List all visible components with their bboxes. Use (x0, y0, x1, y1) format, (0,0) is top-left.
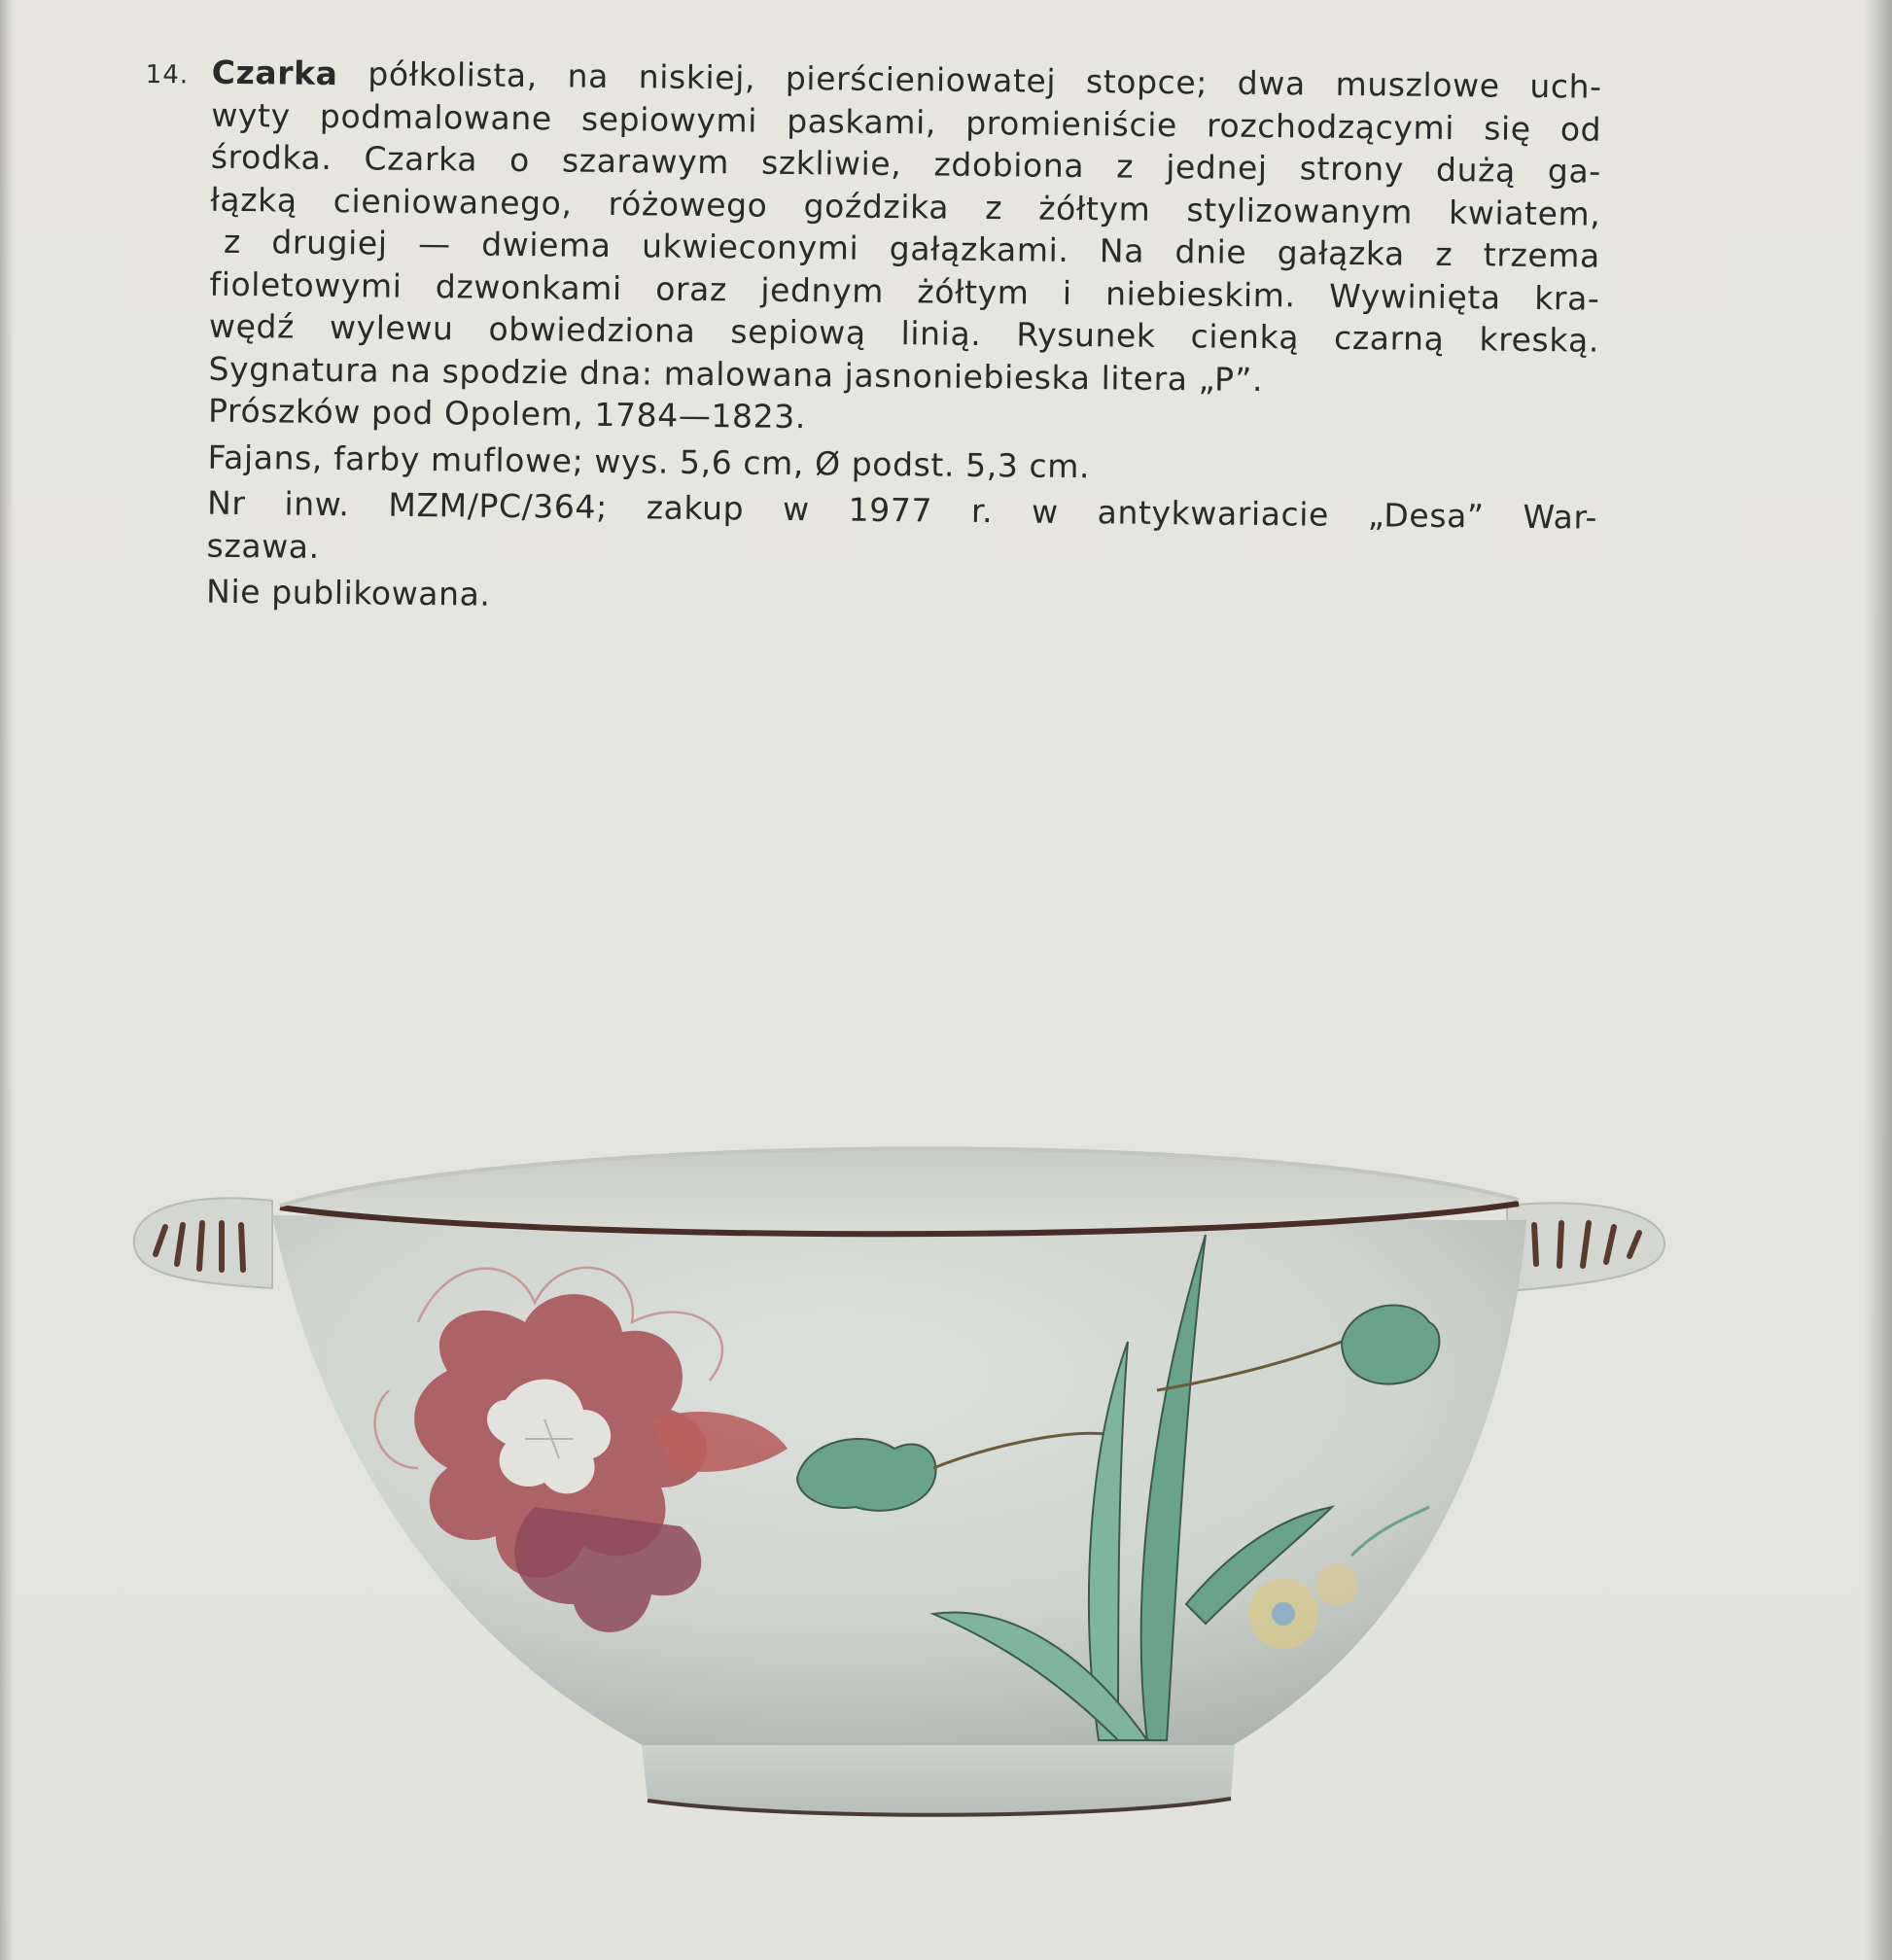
description-line: z drugiej — dwiema ukwieconymi gałązkami. Na dnie gałązka z trzema (223, 222, 1601, 275)
entry-description (206, 52, 1602, 627)
catalog-entry (140, 51, 1624, 627)
signature-line: Sygnatura na spodzie dna: malowana jasnoniebieska litera „P”. (208, 349, 1264, 399)
publication-line: Nie publikowana. (205, 572, 491, 613)
description-line: fioletowymi dzwonkami oraz jednym żółtym i niebieskim. Wywinięta kra- (209, 264, 1600, 318)
right-handle (1507, 1203, 1664, 1291)
bowl-foot (642, 1745, 1235, 1813)
entry-number: 14. (145, 59, 190, 90)
page-gutter-shadow (0, 0, 14, 1960)
bowl-photograph (126, 1099, 1779, 1867)
inventory-line: Nr inw. MZM/PC/364; zakup w 1977 r. w antykwariacie „Desa” War- (206, 483, 1598, 537)
material-line: Fajans, farby muflowe; wys. 5,6 cm, Ø podst. 5,3 cm. (207, 438, 1091, 485)
left-handle (134, 1198, 272, 1288)
page-edge-shadow (1865, 0, 1892, 1960)
description-line: wędź wylewu obwiedziona sepiową linią. Rysunek cienką czarną kreską. (208, 306, 1600, 360)
origin-line: Prószków pod Opolem, 1784—1823. (207, 391, 807, 437)
inventory-line-continued: szawa. (206, 526, 320, 566)
description-line: wyty podmalowane sepiowymi paskami, promieniście rozchodzącymi się od (211, 95, 1602, 149)
description-line: środka. Czarka o szarawym szkliwie, zdobiona z jednej strony dużą ga- (210, 137, 1601, 191)
entry-title: Czarka (211, 52, 338, 93)
description-line: łązką cieniowanego, różowego goździka z żółtym stylizowanym kwiatem, (210, 180, 1601, 233)
description-text: półkolista, na niskiej, pierścieniowatej stopce; dwa muszlowe uch- (337, 54, 1602, 106)
